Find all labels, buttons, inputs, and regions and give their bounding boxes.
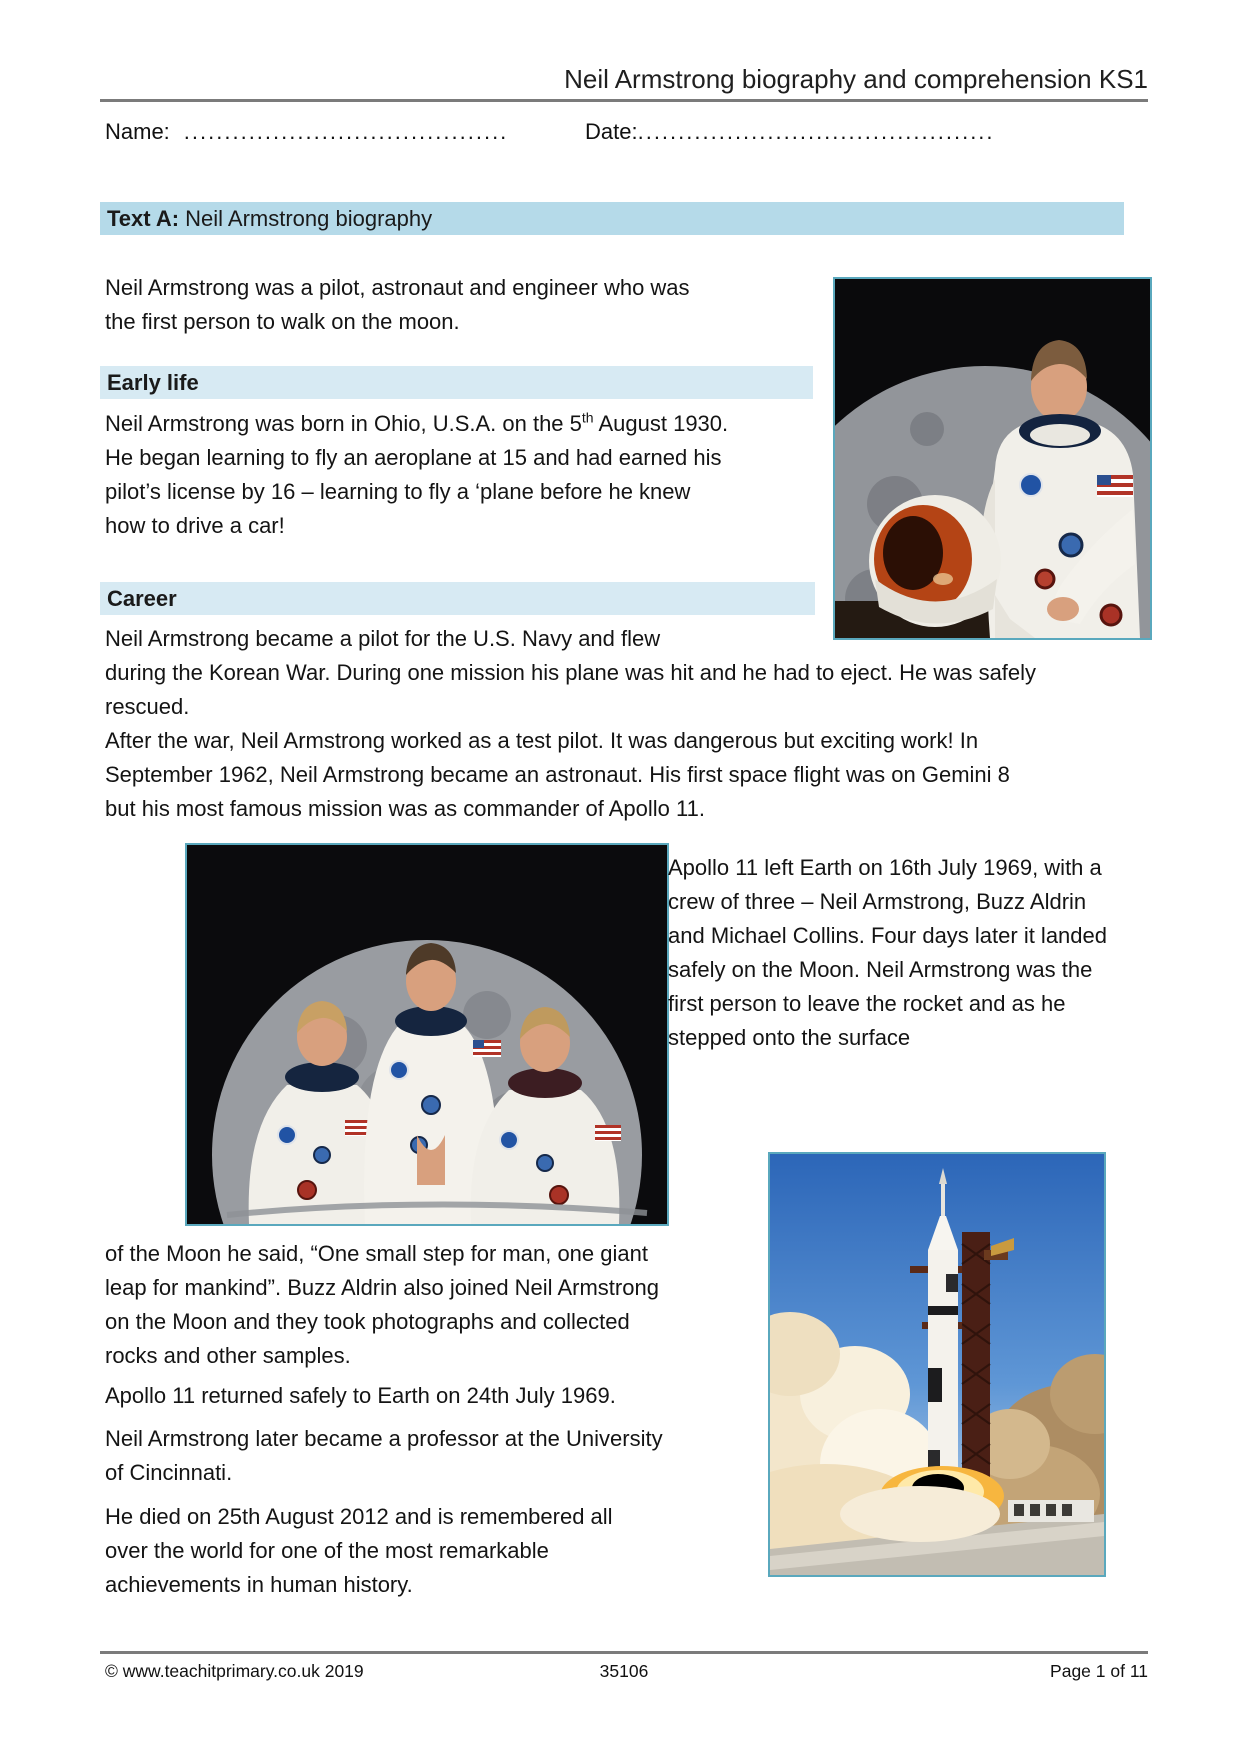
- footer-resource-code: 35106: [599, 1661, 649, 1681]
- footer-divider: [100, 1651, 1148, 1654]
- rocket-photo: [768, 1152, 1106, 1577]
- early-life-text-1: Neil Armstrong was born in Ohio, U.S.A. on the 5: [105, 411, 582, 436]
- professor-paragraph: Neil Armstrong later became a professor at the University of Cincinnati.: [105, 1426, 663, 1485]
- career-paragraph-1: Neil Armstrong became a pilot for the U.S. Navy and flew during the Korean War. During one mission his plane was hit and he had to eject. He was safely rescued.: [105, 626, 1037, 719]
- footer-page-number: Page 1 of 11: [1050, 1661, 1148, 1681]
- ordinal-superscript: th: [581, 409, 594, 426]
- portrait-photo: [833, 277, 1152, 640]
- early-life-paragraph: [105, 407, 735, 543]
- page-title: Neil Armstrong biography and comprehension KS1: [564, 64, 1148, 94]
- header-divider: [100, 99, 1148, 102]
- apollo-11-crew-illustration: [187, 845, 667, 1224]
- return-paragraph: Apollo 11 returned safely to Earth on 24th July 1969.: [105, 1383, 616, 1408]
- date-label: Date:: [585, 119, 638, 144]
- moon-quote-paragraph: of the Moon he said, “One small step for man, one giant leap for mankind”. Buzz Aldrin also joined Neil Armstrong on the Moon and they took photographs and collected rocks and other samples.: [105, 1241, 659, 1368]
- name-fill-in-line: ........................................: [183, 119, 509, 144]
- name-label: Name:: [105, 119, 170, 144]
- photo-wrap-spacer: [710, 622, 1040, 638]
- early-life-text-2: August 1930. He began learning to fly an aeroplane at 15 and had earned his pilot’s license by 16 – learning to fly a ‘plane before he knew how to drive a car!: [105, 411, 729, 538]
- saturn-v-launch-illustration: [770, 1154, 1104, 1575]
- early-life-heading: Early life: [100, 366, 813, 399]
- text-a-label: Text A:: [107, 206, 180, 231]
- died-paragraph: He died on 25th August 2012 and is remembered all over the world for one of the most remarkable achievements in human history.: [105, 1504, 613, 1597]
- neil-armstrong-portrait-illustration: [835, 279, 1150, 638]
- intro-paragraph: Neil Armstrong was a pilot, astronaut and engineer who was the first person to walk on the moon.: [105, 275, 690, 334]
- career-paragraphs: [105, 622, 1040, 826]
- footer-copyright: © www.teachitprimary.co.uk 2019: [105, 1661, 364, 1681]
- career-heading: Career: [100, 582, 815, 615]
- career-paragraph-2: After the war, Neil Armstrong worked as a test pilot. It was dangerous but exciting work! In September 1962, Neil Armstrong became an astronaut. His first space flight was on Gemini 8 but his most famous mission was as commander of Apollo 11.: [105, 728, 1010, 821]
- text-a-heading-bar: [100, 202, 1124, 235]
- crew-photo: [185, 843, 669, 1226]
- text-a-title: Neil Armstrong biography: [185, 206, 433, 231]
- name-date-row: [105, 119, 1150, 145]
- date-fill-in-line: ............................................: [637, 119, 995, 144]
- apollo-paragraph: Apollo 11 left Earth on 16th July 1969, with a crew of three – Neil Armstrong, Buzz Aldrin and Michael Collins. Four days later it landed safely on the Moon. Neil Armstrong was the first person to leave the rocket and as he stepped onto the surface: [668, 855, 1108, 1050]
